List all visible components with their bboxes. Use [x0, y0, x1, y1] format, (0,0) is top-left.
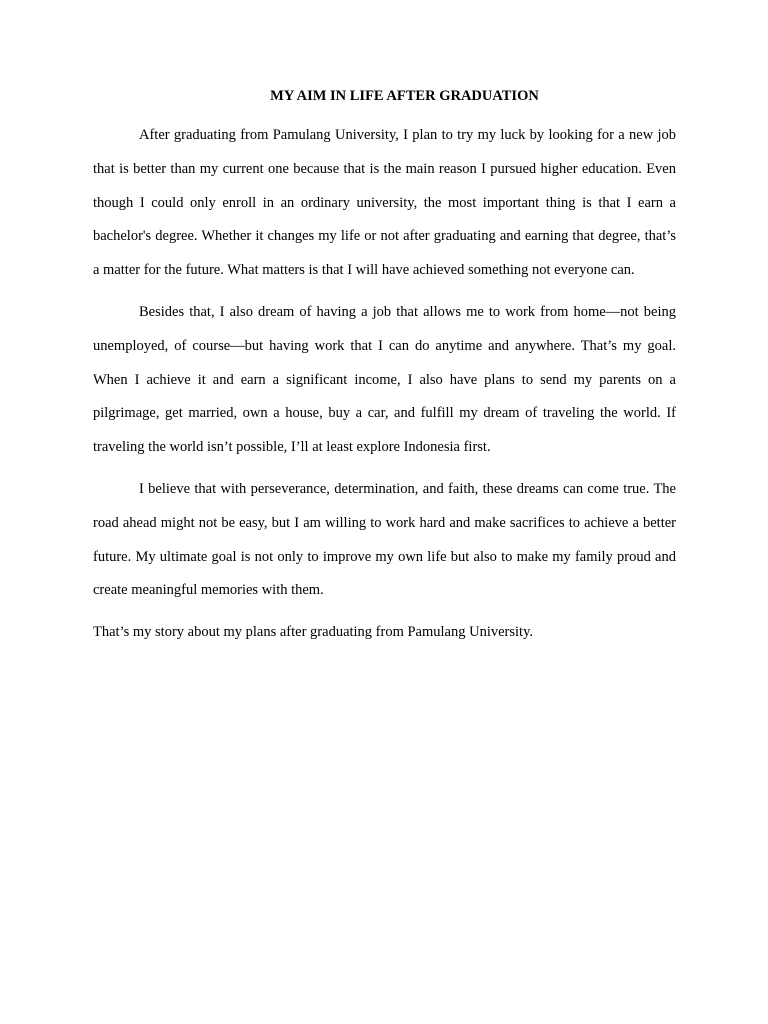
paragraph-1: After graduating from Pamulang University, I plan to try my luck by looking for a new job that is better than my current one because that is the main reason I pursued higher education. Even though I could only enroll in an ordinary university, the most important thing is that I earn a bachelor's degree. Whether it changes my life or not after graduating and earning that degree, that’s a matter for the future. What matters is that I will have achieved something not everyone can. — [93, 127, 676, 279]
paragraph-4: That’s my story about my plans after graduating from Pamulang University. — [93, 624, 534, 641]
document-title: MY AIM IN LIFE AFTER GRADUATION — [270, 88, 539, 104]
paragraph-3: I believe that with perseverance, determination, and faith, these dreams can come true. The road ahead might not be easy, but I am willing to work hard and make sacrifices to achieve a better future. My ultimate goal is not only to improve my own life but also to make my family proud and create meaningful memories with them. — [93, 480, 676, 599]
paragraph-2: Besides that, I also dream of having a job that allows me to work from home—not being unemployed, of course—but having work that I can do anytime and anywhere. That’s my goal. When I achieve it and earn a significant income, I also have plans to send my parents on a pilgrimage, get married, own a house, buy a car, and fulfill my dream of traveling the world. If traveling the world isn’t possible, I’ll at least explore Indonesia first. — [93, 303, 676, 456]
